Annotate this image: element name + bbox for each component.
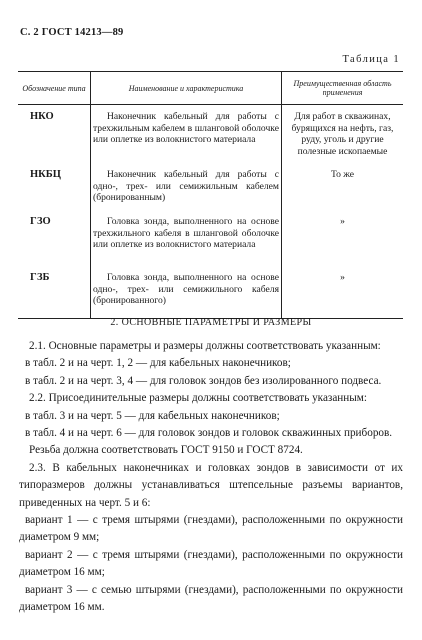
column-header-description: Наименование и характеристика: [91, 72, 282, 105]
table-caption: Таблица 1: [342, 54, 400, 65]
type-description-text: Головка зонда, выполненного на основе одно-, трех- или семижильного кабеля (бронированного): [93, 272, 279, 306]
types-table: [18, 71, 403, 319]
column-header-code: Обозначение типа: [18, 72, 91, 105]
paragraph: в табл. 2 и на черт. 1, 2 — для кабельных наконечников;: [25, 357, 291, 370]
table-header-row: [18, 72, 403, 105]
type-code: ГЗО: [30, 216, 51, 227]
paragraph: 2.1. Основные параметры и размеры должны соответствовать указанным:: [29, 340, 381, 352]
type-application: Для работ в скважинах, бурящихся на нефть, газ, руду, уголь и другие полезные ископаемые: [282, 105, 404, 164]
table-row: [18, 105, 403, 164]
paragraph: в табл. 4 и на черт. 6 — для головок зондов и головок скважинных приборов.: [25, 427, 393, 440]
type-description-text: Наконечник кабельный для работы с одно-, трех- или семижильным кабелем (бронированным): [93, 169, 279, 203]
type-application: »: [282, 210, 404, 266]
type-description: [91, 210, 282, 266]
section-title: 2. ОСНОВНЫЕ ПАРАМЕТРЫ И РАЗМЕРЫ: [110, 317, 312, 328]
table-row: [18, 266, 403, 319]
paragraph: 2.3. В кабельных наконечниках и головках зондов в зависимости от их типоразмеров должны устанавливаться штепсельные разъемы вариантов, приведенных на черт. 5 и 6:: [19, 461, 403, 509]
type-code: НКО: [30, 111, 54, 122]
table-row: [18, 210, 403, 266]
type-description: [91, 105, 282, 164]
body-text: [19, 338, 403, 617]
paragraph: в табл. 3 и на черт. 5 — для кабельных наконечников;: [25, 409, 280, 422]
type-code: ГЗБ: [18, 266, 91, 319]
type-application: То же: [282, 163, 404, 210]
column-header-application: Преимущественная область применения: [282, 72, 404, 105]
paragraph: вариант 3 — с семью штырями (гнездами), расположенными по окружности диаметром 16 мм.: [19, 583, 403, 614]
page-header: С. 2 ГОСТ 14213—89: [20, 27, 124, 38]
paragraph: вариант 1 — с тремя штырями (гнездами), расположенными по окружности диаметром 9 мм;: [19, 514, 403, 544]
type-description: [91, 163, 282, 210]
paragraph: Резьба должна соответствовать ГОСТ 9150 и ГОСТ 8724.: [29, 444, 303, 457]
paragraph: вариант 2 — с тремя штырями (гнездами), расположенными по окружности диаметром 16 мм;: [19, 548, 403, 579]
table-row: [18, 163, 403, 210]
type-code: НКБЦ: [30, 169, 61, 180]
paragraph: 2.2. Присоединительные размеры должны соответствовать указанным:: [29, 392, 367, 405]
paragraph: в табл. 2 и на черт. 3, 4 — для головок зондов без изолированного подвеса.: [25, 374, 382, 387]
type-application: »: [282, 266, 404, 319]
type-description: [91, 266, 282, 319]
type-description-text: Наконечник кабельный для работы с трехжильным кабелем в шланговой оболочке или оплетке из волокнистого материала: [93, 111, 279, 145]
type-description-text: Головка зонда, выполненного на основе трехжильного кабеля в шланговой оболочке или оплетке из волокнистого материала: [93, 216, 279, 250]
